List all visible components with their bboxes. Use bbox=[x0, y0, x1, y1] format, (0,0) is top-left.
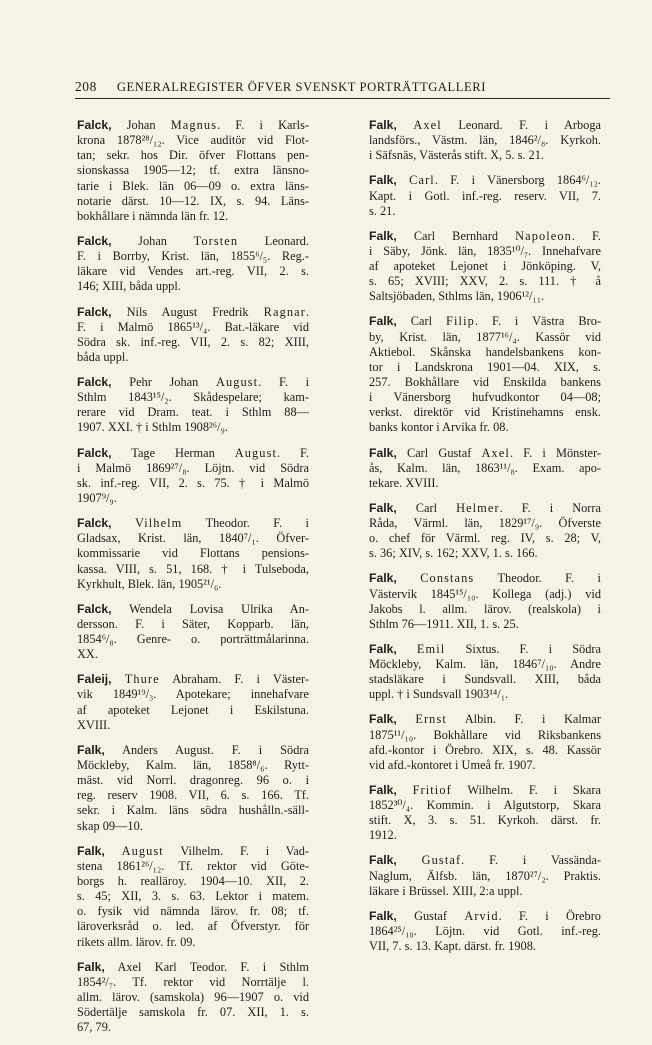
entry-line: 1864²⁵/₁₀. Löjtn. vid Gotl. inf.-reg. bbox=[369, 923, 601, 938]
entry-line: Sthlm 1843¹⁵/₂. Skådespelare; kam- bbox=[77, 390, 309, 405]
entry-line: 1852³⁰/₄. Kommin. i Algutstorp, Skara bbox=[369, 798, 601, 813]
entry-line: Sthlm 76—1911. XII, 1. s. 25. bbox=[369, 616, 519, 631]
entry-line: Falk, Emil Sixtus. F. i Södra bbox=[369, 641, 601, 656]
entry-surname: Falk, bbox=[77, 959, 105, 974]
entry-line: Faleij, Thure Abraham. F. i Väster- bbox=[77, 672, 309, 687]
called-name: Helmer bbox=[456, 500, 500, 515]
register-entry bbox=[369, 783, 601, 844]
entry-line: bokhållare i nämnda län fr. 12. bbox=[77, 208, 229, 223]
entry-line: dersson. F. i Säter, Kopparb. län, bbox=[77, 616, 309, 631]
entry-line: Falk, Carl Gustaf Axel. F. i Mönster- bbox=[369, 445, 601, 460]
entry-line: Falk, August Vilhelm. F. i Vad- bbox=[77, 843, 309, 858]
called-name: Ernst bbox=[415, 712, 447, 727]
called-name: Ragnar bbox=[263, 304, 306, 319]
entry-line: skap 09—10. bbox=[77, 818, 143, 833]
entry-surname: Falk, bbox=[77, 742, 105, 757]
register-entry bbox=[369, 229, 601, 305]
entry-surname: Falck, bbox=[77, 118, 112, 132]
called-name: August bbox=[234, 445, 277, 460]
called-name: August bbox=[121, 843, 164, 858]
entry-line: Saltsjöbaden, Sthlms län, 1906¹²/₁₁. bbox=[369, 289, 545, 304]
entry-line: Västervik 1845¹⁵/₁₀. Kollega (adj.) vid bbox=[369, 586, 601, 601]
entry-line: läkare vid Vendes art.-reg. VII, 2. s. bbox=[77, 264, 309, 279]
entry-line: Falck, Johan Magnus. F. i Karls- bbox=[77, 118, 309, 132]
register-entry bbox=[77, 672, 309, 733]
called-name: Vilhelm bbox=[134, 516, 183, 531]
register-entry bbox=[369, 314, 601, 435]
entry-line: Falk, Gustaf Arvid. F. i Örebro bbox=[369, 908, 601, 923]
entry-line: F. i Borrby, Krist. län, 1855⁶/₅. Reg.- bbox=[77, 249, 309, 264]
entry-line: Naglum, Älfsb. län, 1870²⁷/₂. Praktis. bbox=[369, 868, 601, 883]
entry-line: Falck, Nils August Fredrik Ragnar. bbox=[77, 304, 309, 319]
entry-line: Falk, Carl Helmer. F. i Norra bbox=[369, 500, 601, 515]
entry-line: s. 65; XVIII; XXV, 2. s. 111. † å bbox=[369, 274, 601, 289]
register-entry bbox=[77, 743, 309, 834]
called-name: Axel bbox=[481, 445, 510, 460]
entry-line: Falck, Tage Herman August. F. bbox=[77, 445, 309, 460]
entry-line: kommissarie vid Flottans pensions- bbox=[77, 546, 309, 561]
entry-line: i Säfsnäs, Västerås stift. X, 5. s. 21. bbox=[369, 148, 544, 163]
entry-line: läkare i Brüssel. XIII, 2:a uppl. bbox=[369, 883, 523, 898]
entry-surname: Falk, bbox=[369, 228, 397, 243]
entry-line: 146; XIII, båda uppl. bbox=[77, 279, 181, 294]
entry-line: Södertälje samskola fr. 07. XII, 1. s. bbox=[77, 1005, 309, 1020]
called-name: August bbox=[215, 375, 259, 390]
entry-line: VII, 7. s. 13. Kapt. därst. fr. 1908. bbox=[369, 939, 536, 954]
left-column bbox=[77, 118, 309, 1045]
entry-line: Falk, Axel Karl Teodor. F. i Sthlm bbox=[77, 959, 309, 974]
entry-surname: Falk, bbox=[369, 118, 397, 132]
entry-line: i Malmö 1869²⁷/₈. Löjtn. vid Södra bbox=[77, 460, 309, 475]
entry-line: 1912. bbox=[369, 828, 397, 843]
entry-line: 1854⁶/₈. Genre- o. porträttmålarinna. bbox=[77, 632, 309, 647]
entry-surname: Falk, bbox=[369, 445, 397, 460]
entry-line: afd.-kontor i Örebro. XIX, s. 48. Kassör bbox=[369, 742, 601, 757]
entry-line: tekare. XVIII. bbox=[369, 475, 439, 490]
entry-line: Falk, Carl Filip. F. i Västra Bro- bbox=[369, 314, 601, 329]
entry-surname: Falk, bbox=[369, 571, 397, 586]
entry-line: landsförs., Västm. län, 1846²/₈. Kyrkoh. bbox=[369, 133, 601, 148]
entry-line: vik 1849¹⁹/₃. Apotekare; innehafvare bbox=[77, 687, 309, 702]
entry-surname: Falk, bbox=[369, 712, 397, 727]
entry-line: Falk, Anders August. F. i Södra bbox=[77, 742, 309, 757]
register-entry bbox=[369, 853, 601, 898]
entry-line: Falk, Axel Leonard. F. i Arboga bbox=[369, 118, 601, 132]
register-entry bbox=[369, 173, 601, 218]
register-entry bbox=[77, 305, 309, 366]
entry-surname: Falck, bbox=[77, 233, 112, 248]
entry-surname: Falk, bbox=[369, 641, 397, 656]
entry-line: Södra sk. inf.-reg. VII, 2. s. 82; XIII, bbox=[77, 334, 309, 349]
entry-line: uppl. † i Sundsvall 1903¹⁴/₁. bbox=[369, 687, 509, 702]
entry-line: Falk, Ernst Albin. F. i Kalmar bbox=[369, 712, 601, 727]
entry-line: sekr. i Kalm. läns södra hushålln.-säll- bbox=[77, 803, 309, 818]
called-name: Filip bbox=[446, 314, 475, 329]
entry-surname: Falk, bbox=[369, 908, 397, 923]
called-name: Arvid bbox=[464, 908, 499, 923]
entry-line: F. i Malmö 1865¹³/₄. Bat.-läkare vid bbox=[77, 319, 309, 334]
called-name: Torsten bbox=[193, 233, 239, 248]
entry-line: allm. lärov. (samskola) 96—1907 o. vid bbox=[77, 989, 309, 1004]
entry-line: s. 45; XII, 3. s. 63. Lektor i matem. bbox=[77, 889, 309, 904]
entry-line: i Säby, Jönk. län, 1835¹⁰/₇. Innehafvare bbox=[369, 243, 601, 258]
entry-line: läroverksråd o. led. af Öfverstyr. för bbox=[77, 919, 309, 934]
entry-line: Jakobs l. allm. lärov. (realskola) i bbox=[369, 601, 601, 616]
register-entry bbox=[369, 571, 601, 632]
entry-line: Falck, Johan Torsten Leonard. bbox=[77, 233, 309, 248]
entry-line: 67, 79. bbox=[77, 1020, 111, 1035]
entry-line: Falk, Fritiof Wilhelm. F. i Skara bbox=[369, 782, 601, 797]
entry-line: Gladsax, Krist. län, 1840⁷/₁. Öfver- bbox=[77, 531, 309, 546]
entry-line: i Vänersborg hufvudkontor 04—08; bbox=[369, 390, 601, 405]
entry-line: båda uppl. bbox=[77, 349, 129, 364]
entry-line: Falck, Wendela Lovisa Ulrika An- bbox=[77, 601, 309, 616]
register-entry bbox=[77, 375, 309, 436]
called-name: Constans bbox=[420, 571, 475, 586]
entry-surname: Faleij, bbox=[77, 672, 112, 687]
running-header bbox=[75, 79, 610, 95]
entry-line: Falk, Gustaf. F. i Vassända- bbox=[369, 853, 601, 868]
entry-line: Falk, Carl Bernhard Napoleon. F. bbox=[369, 228, 602, 243]
called-name: Magnus bbox=[170, 118, 218, 132]
called-name: Axel bbox=[413, 118, 442, 132]
called-name: Fritiof bbox=[412, 782, 452, 797]
entry-surname: Falk, bbox=[369, 314, 397, 329]
entry-line: o. fysik vid nämnda lärov. fr. 08; tf. bbox=[77, 904, 309, 919]
entry-line: borgs h. realläroy. 1904—10. XII, 2. bbox=[77, 873, 309, 888]
register-entry bbox=[77, 234, 309, 295]
register-entry bbox=[77, 118, 309, 224]
entry-surname: Falck, bbox=[77, 516, 112, 531]
entry-line: Falck, Vilhelm Theodor. F. i bbox=[77, 516, 309, 531]
entry-line: tarie i Blek. län 06—09 o. extra läns- bbox=[77, 178, 309, 193]
entry-line: 1907⁹/₉. bbox=[77, 491, 117, 505]
entry-surname: Falk, bbox=[77, 843, 105, 858]
register-entry bbox=[369, 712, 601, 773]
entry-line: ås, Kalm. län, 1863¹¹/₈. Exam. apo- bbox=[369, 460, 601, 475]
register-entry bbox=[369, 501, 601, 562]
entry-line: Kyrkhult, Blek. län, 1905²¹/₆. bbox=[77, 576, 222, 591]
entry-line: tan; sekr. hos Dir. öfver Flottans pen- bbox=[77, 148, 309, 163]
entry-line: by, Krist. län, 1877¹⁶/₄. Kassör vid bbox=[369, 329, 601, 344]
entry-line: Möckleby, Kalm. län, 1858⁸/₆. Rytt- bbox=[77, 757, 309, 772]
called-name: Emil bbox=[416, 641, 446, 656]
entry-line: af apoteket Lejonet i Jönköping. V, bbox=[369, 259, 601, 274]
entry-surname: Falk, bbox=[369, 173, 397, 188]
entry-line: stift. X, 3. s. 51. Kyrkoh. därst. fr. bbox=[369, 813, 601, 828]
entry-line: krona 1878²⁸/₁₂. Vice auditör vid Flot- bbox=[77, 133, 309, 148]
entry-line: Aktiebol. Skånska handelsbankens kon- bbox=[369, 344, 601, 359]
entry-line: sionskassa 1905—12; tf. extra länsno- bbox=[77, 163, 309, 178]
entry-surname: Falk, bbox=[369, 782, 397, 797]
register-entry bbox=[77, 446, 309, 507]
entry-line: 257. Bokhållare vid Enskilda bankens bbox=[369, 375, 601, 390]
entry-line: Falck, Pehr Johan August. F. i bbox=[77, 375, 309, 390]
entry-line: Falk, Carl. F. i Vänersborg 1864⁶/₁₂. bbox=[369, 173, 601, 188]
entry-line: XVIII. bbox=[77, 717, 111, 732]
entry-line: 1907. XXI. † i Sthlm 1908²⁶/₉. bbox=[77, 420, 228, 435]
register-entry bbox=[77, 960, 309, 1036]
entry-line: sk. inf.-reg. VII, 2. s. 75. † i Malmö bbox=[77, 475, 309, 490]
entry-surname: Falk, bbox=[369, 853, 397, 868]
register-entry bbox=[77, 516, 309, 592]
register-entry bbox=[369, 642, 601, 703]
header-rule bbox=[75, 98, 610, 99]
running-title: GENERALREGISTER ÖFVER SVENSKT PORTRÄTTGALLERI bbox=[116, 80, 486, 94]
entry-line: s. 36; XIV, s. 162; XXV, 1. s. 166. bbox=[369, 546, 538, 561]
entry-surname: Falck, bbox=[77, 601, 112, 616]
entry-line: verkst. direktör vid Kristinehamns ensk. bbox=[369, 405, 601, 420]
entry-line: Möckleby, Kalm. län, 1846⁷/₁₀. Andre bbox=[369, 657, 601, 672]
entry-line: XX. bbox=[77, 647, 98, 662]
entry-line: o. chef för Värml. reg. IV, s. 28; V, bbox=[369, 531, 601, 546]
entry-line: stadsläkare i Sundsvall. XIII, båda bbox=[369, 672, 601, 687]
right-column bbox=[369, 118, 601, 964]
entry-line: s. 21. bbox=[369, 203, 396, 218]
entry-line: notarie därst. 10—12. IX, s. 94. Läns- bbox=[77, 193, 309, 208]
entry-line: Kapt. i Gotl. inf.-reg. reserv. VII, 7. bbox=[369, 188, 601, 203]
register-entry bbox=[77, 844, 309, 950]
entry-line: Falk, Constans Theodor. F. i bbox=[369, 571, 601, 586]
entry-line: tor i Landskrona 1901—04. XIX, s. bbox=[369, 359, 601, 374]
entry-surname: Falck, bbox=[77, 304, 112, 319]
entry-line: banks kontor i Arvika fr. 08. bbox=[369, 420, 509, 435]
register-entry bbox=[77, 602, 309, 663]
entry-line: mäst. vid Norrl. dragonreg. 96 o. i bbox=[77, 773, 309, 788]
entry-line: stena 1861²⁶/₁₂. Tf. rektor vid Göte- bbox=[77, 858, 309, 873]
called-name: Gustaf bbox=[421, 853, 462, 868]
entry-surname: Falck, bbox=[77, 445, 112, 460]
entry-line: 1875¹¹/₁₀. Bokhållare vid Riksbankens bbox=[369, 727, 601, 742]
called-name: Carl bbox=[409, 173, 435, 188]
entry-line: af apoteket Lejonet i Eskilstuna. bbox=[77, 702, 309, 717]
entry-line: kassa. VIII, s. 51, 168. † i Tulseboda, bbox=[77, 561, 309, 576]
entry-line: reg. reserv 1908. VII, 6. s. 166. Tf. bbox=[77, 788, 309, 803]
entry-line: rerare vid Dram. teat. i Sthlm 88— bbox=[77, 405, 309, 420]
page-number: 208 bbox=[75, 79, 97, 94]
entry-line: rikets allm. lärov. fr. 09. bbox=[77, 934, 196, 949]
called-name: Napoleon bbox=[515, 228, 572, 243]
entry-line: vid afd.-kontoret i Umeå fr. 1907. bbox=[369, 757, 536, 772]
called-name: Thure bbox=[124, 672, 160, 687]
register-entry bbox=[369, 446, 601, 491]
entry-surname: Falck, bbox=[77, 375, 112, 390]
entry-line: 1854²/₇. Tf. rektor vid Norrtälje l. bbox=[77, 974, 309, 989]
register-entry bbox=[369, 118, 601, 163]
register-entry bbox=[369, 909, 601, 954]
entry-surname: Falk, bbox=[369, 500, 397, 515]
entry-line: Råda, Värml. län, 1829¹⁷/₉. Öfverste bbox=[369, 516, 601, 531]
